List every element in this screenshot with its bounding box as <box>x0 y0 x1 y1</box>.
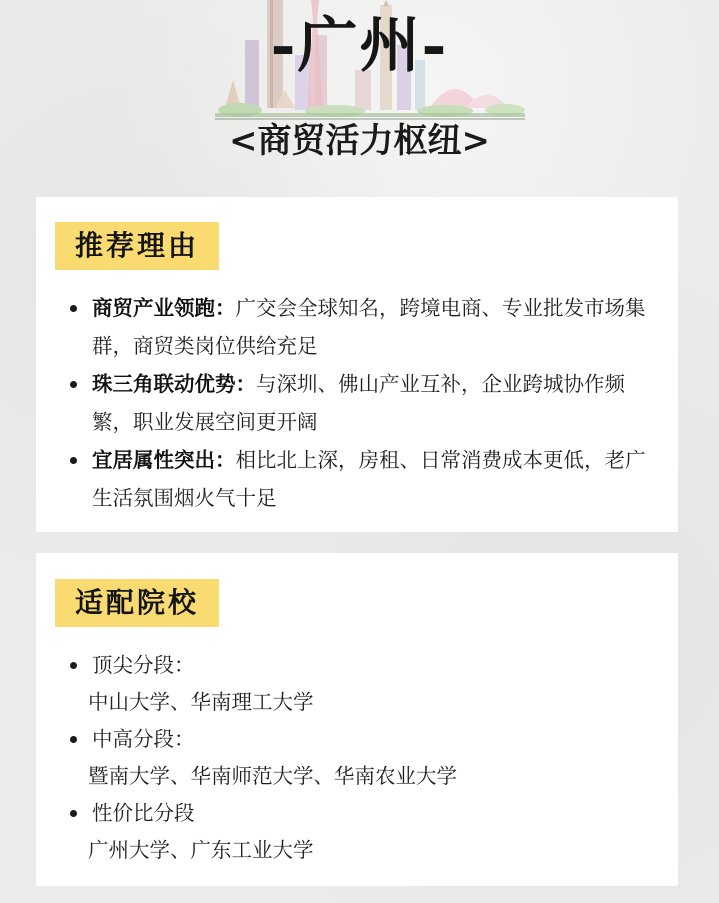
tier-label: 性价比分段 <box>92 801 195 825</box>
bullet-dot-icon <box>70 662 77 669</box>
tier-schools: 广州大学、广东工业大学 <box>88 838 314 862</box>
reason-text: 与深圳、佛山产业互补，企业跨城协作频繁，职业发展空间更开阔 <box>92 372 625 434</box>
list-item <box>70 365 660 441</box>
reason-text: 相比北上深，房租、日常消费成本更低，老广生活氛围烟火气十足 <box>92 448 646 510</box>
tier-label: 中高分段： <box>92 727 195 751</box>
reason-title: 商贸产业领跑： <box>92 296 236 320</box>
reason-text: 广交会全球知名，跨境电商、专业批发市场集群，商贸类岗位供给充足 <box>92 296 646 358</box>
reason-title: 宜居属性突出： <box>92 448 236 472</box>
list-item <box>70 721 660 795</box>
tier-schools: 中山大学、华南理工大学 <box>88 690 314 714</box>
bullet-dot-icon <box>70 736 77 743</box>
tier-schools: 暨南大学、华南师范大学、华南农业大学 <box>88 764 457 788</box>
tier-label: 顶尖分段： <box>92 653 195 677</box>
bullet-dot-icon <box>70 457 77 464</box>
city-title: -广州- <box>270 11 449 81</box>
page-subtitle: <商贸活力枢纽> <box>229 121 490 161</box>
recommend-reasons-card <box>36 197 678 532</box>
list-item <box>70 795 660 869</box>
recommend-reasons-tag: 推荐理由 <box>55 222 219 270</box>
list-item <box>70 441 660 517</box>
schools-list <box>70 647 660 869</box>
list-item <box>70 289 660 365</box>
reasons-list <box>70 289 660 517</box>
bullet-dot-icon <box>70 381 77 388</box>
list-item <box>70 647 660 721</box>
reason-title: 珠三角联动优势： <box>92 372 256 396</box>
suitable-schools-tag: 适配院校 <box>55 579 219 627</box>
suitable-schools-card <box>36 553 678 886</box>
bullet-dot-icon <box>70 810 77 817</box>
bullet-dot-icon <box>70 305 77 312</box>
